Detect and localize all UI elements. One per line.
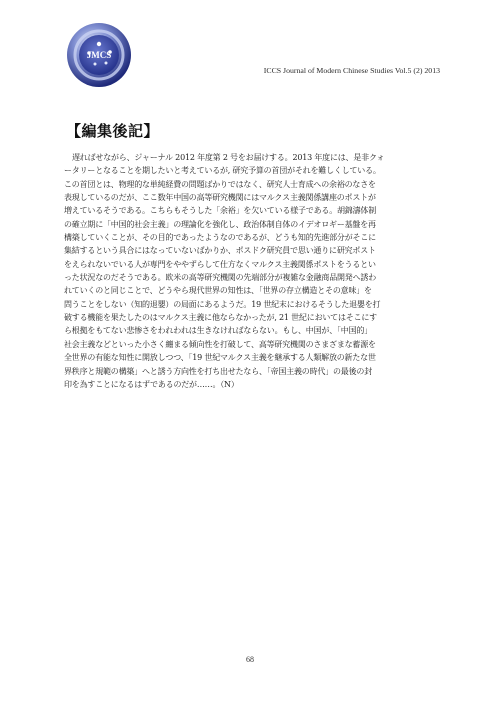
jmcs-logo-icon [66,22,132,88]
paragraph-line: ータリーとなることを期したいと考えているが, 研究予算の首団がそれを難しくしている。 [64,166,381,176]
paragraph-line: の確立期に「中国的社会主義」の理論化を強化し、政治体制自体のイデオロギー基盤を再 [64,219,376,229]
paragraph-line: この首団とは、物理的な単純経費の問題ばかりではなく、研究人士育成への余裕のなさを [64,179,376,189]
paragraph-line: 問うことをしない（知的退嬰）の局面にあるようだ。19 世紀末におけるそうした退嬰を打 [64,299,381,309]
page-number: 68 [246,655,254,664]
paragraph-line: 印を為すことになるはずであるのだが……。（N） [64,379,239,389]
paragraph-line: 全世界の有能な知性に開放しつつ、「19 世紀マルクス主義を継承する人類解放の新たな世 [64,353,376,363]
paragraph-line: れていくのと同じことで、どうやら現代世界の知性は、「世界の存立構造とその意味」を [64,286,372,296]
paragraph-line: 表現しているのだが、ここ数年中国の高等研究機関にはマルクス主義関係講座のポストが [64,193,376,203]
paragraph-line: 増えているそうである。こちらもそうした「余裕」を欠いている様子である。胡錦濤体制 [64,206,376,216]
paragraph-line: 遅ればせながら、ジャーナル 2012 年度第 2 号をお届けする。2013 年度には、是非クォ [72,153,385,162]
section-heading: 【編集後記】 [66,122,160,140]
editorial-body [64,151,444,391]
paragraph-line: 集結するという具合にはなっていないばかりか、ポスドク研究員で思い通りに研究ポスト [64,246,376,256]
paragraph-line: 社会主義などといった小さく纏まる傾向性を打破して、高等研究機関のさまざまな蓄源を [64,339,376,349]
journal-title: ICCS Journal of Modern Chinese Studies Vol.5 (2) 2013 [263,66,440,75]
paragraph-line: 界秩序と規範の構築」へと誘う方向性を打ち出せたなら、「帝国主義の時代」の最後の封 [64,366,372,376]
paragraph-line: った状況なのだそうである。欧米の高等研究機関の先端部分が複雑な金融商品開発へ誘わ [64,273,376,283]
logo-text: JMCS [86,50,112,60]
paragraph-line: 破する機能を果たしたのはマルクス主義に他ならなかったが, 21 世紀においてはそこにす [64,313,377,323]
paragraph-line: をえられないでいる人が専門をややずらして仕方なくマルクス主義関係ポストをうるとい [64,259,376,269]
journal-logo [66,22,132,88]
paragraph-line: ら根拠をもてない悲惨さをわれわれは生きなければならない。もし、中国が、「中国的」 [64,326,372,336]
paragraph-line: 構築していくことが、その目的であったようなのであるが、どうも知的先進部分がそこに [64,233,376,243]
